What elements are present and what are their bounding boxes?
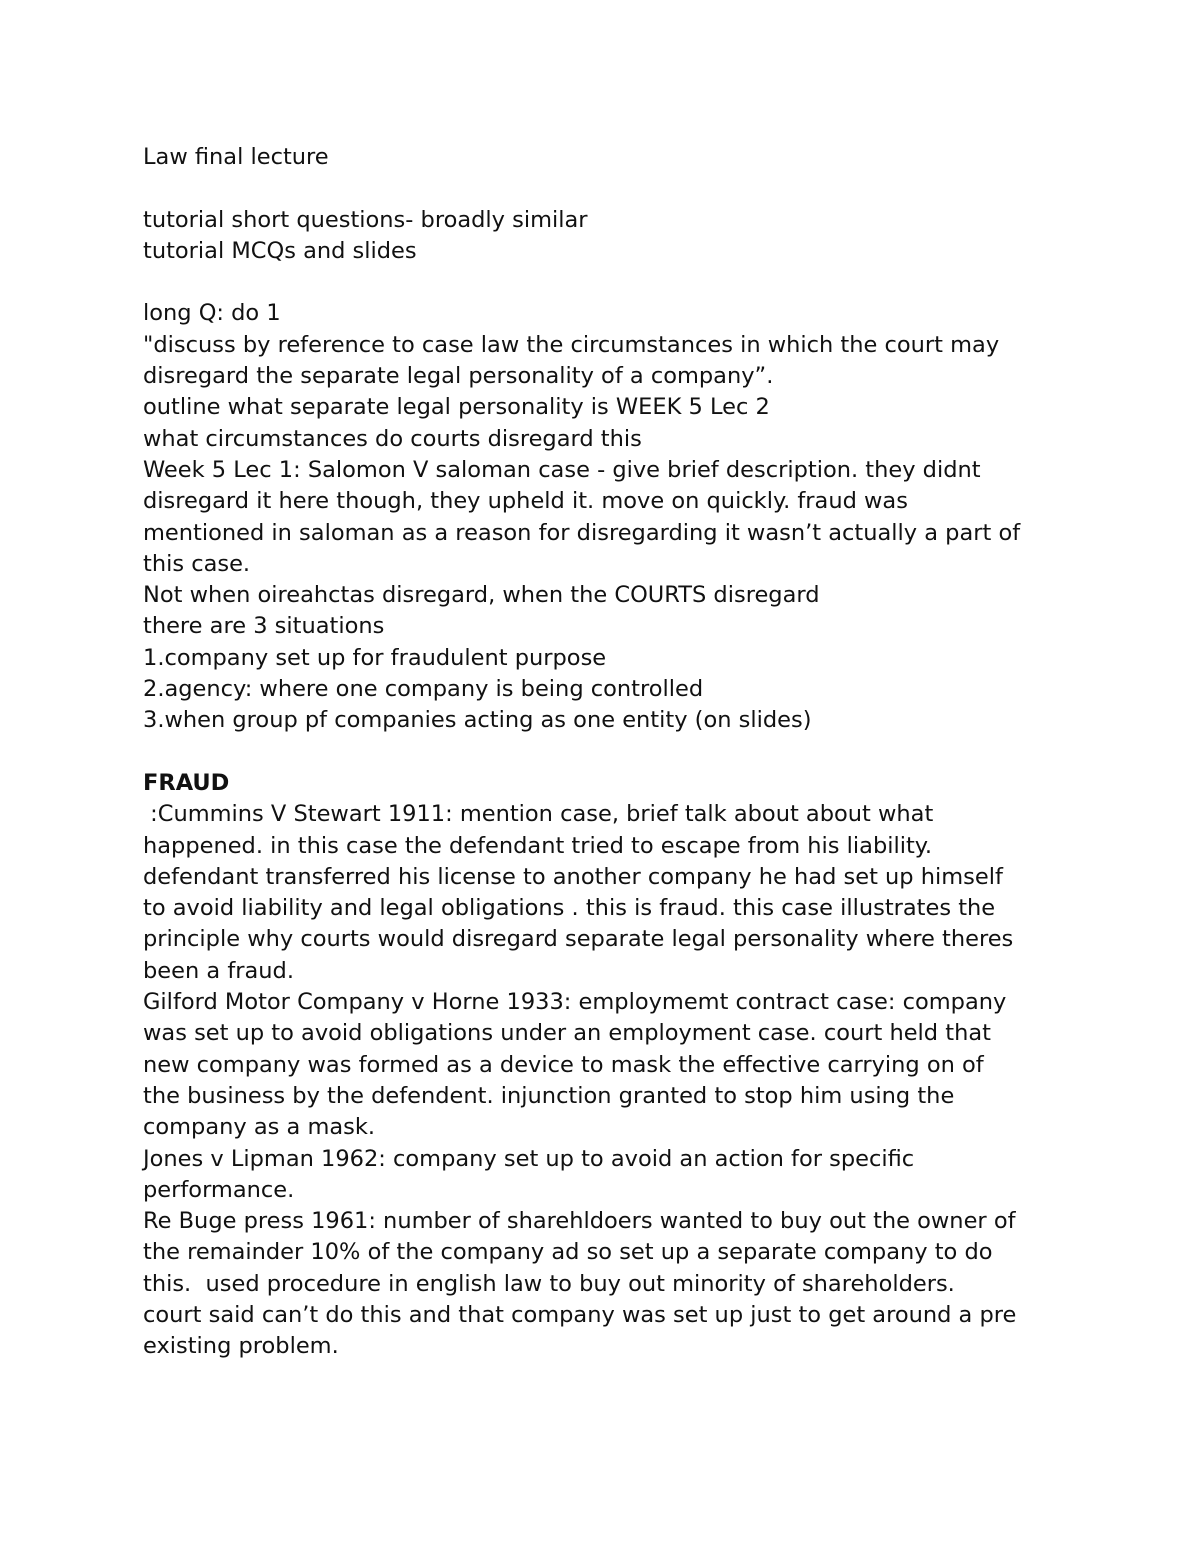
fraud-line: Re Buge press 1961: number of sharehldoers wanted to buy out the owner of (143, 1208, 1016, 1235)
fraud-line: principle why courts would disregard separate legal personality where theres (143, 926, 1014, 953)
long-q-line: Not when oireahctas disregard, when the COURTS disregard (143, 582, 820, 609)
fraud-line: defendant transferred his license to another company he had set up himself (143, 863, 1003, 890)
blank-line (143, 737, 1083, 768)
fraud-line: the business by the defendent. injunction granted to stop him using the (143, 1082, 955, 1109)
list-item: 3.when group pf companies acting as one entity (on slides) (143, 707, 812, 734)
long-q-line: Week 5 Lec 1: Salomon V saloman case - give brief description. they didnt (143, 456, 981, 483)
blank-line (143, 173, 1083, 204)
long-q-line: mentioned in saloman as a reason for disregarding it wasn’t actually a part of (143, 519, 1021, 546)
fraud-line: to avoid liability and legal obligations . this is fraud. this case illustrates the (143, 895, 996, 922)
long-q-line: this case. (143, 550, 251, 577)
fraud-line: the remainder 10% of the company ad so set up a separate company to do (143, 1239, 993, 1266)
fraud-line: Jones v Lipman 1962: company set up to avoid an action for specific (143, 1145, 915, 1172)
long-q-line: "discuss by reference to case law the circumstances in which the court may (143, 331, 1000, 358)
fraud-line: performance. (143, 1176, 295, 1203)
fraud-line: happened. in this case the defendant tried to escape from his liability. (143, 832, 933, 859)
fraud-line: :Cummins V Stewart 1911: mention case, brief talk about about what (143, 801, 934, 828)
fraud-line: been a fraud. (143, 957, 294, 984)
document-title: Law final lecture (143, 144, 329, 170)
fraud-line: Gilford Motor Company v Horne 1933: employmemt contract case: company (143, 989, 1007, 1016)
long-q-line: what circumstances do courts disregard this (143, 425, 642, 452)
list-item: 2.agency: where one company is being controlled (143, 676, 704, 703)
list-item: 1.company set up for fraudulent purpose (143, 644, 607, 671)
fraud-line: was set up to avoid obligations under an employment case. court held that (143, 1020, 991, 1047)
fraud-line: this. used procedure in english law to buy out minority of shareholders. (143, 1270, 955, 1297)
intro-line: tutorial MCQs and slides (143, 237, 417, 264)
long-q-line: outline what separate legal personality is WEEK 5 Lec 2 (143, 394, 770, 421)
fraud-line: new company was formed as a device to mask the effective carrying on of (143, 1051, 984, 1078)
document-body (143, 142, 1083, 1363)
fraud-line: existing problem. (143, 1333, 339, 1360)
long-q-line: long Q: do 1 (143, 300, 281, 327)
long-q-line: there are 3 situations (143, 613, 385, 640)
blank-line (143, 267, 1083, 298)
long-q-line: disregard it here though, they upheld it. move on quickly. fraud was (143, 488, 908, 515)
fraud-heading: FRAUD (143, 769, 230, 796)
long-q-line: disregard the separate legal personality of a company”. (143, 363, 774, 390)
fraud-line: company as a mask. (143, 1114, 376, 1141)
fraud-line: court said can’t do this and that company was set up just to get around a pre (143, 1301, 1017, 1328)
intro-line: tutorial short questions- broadly similar (143, 206, 588, 233)
